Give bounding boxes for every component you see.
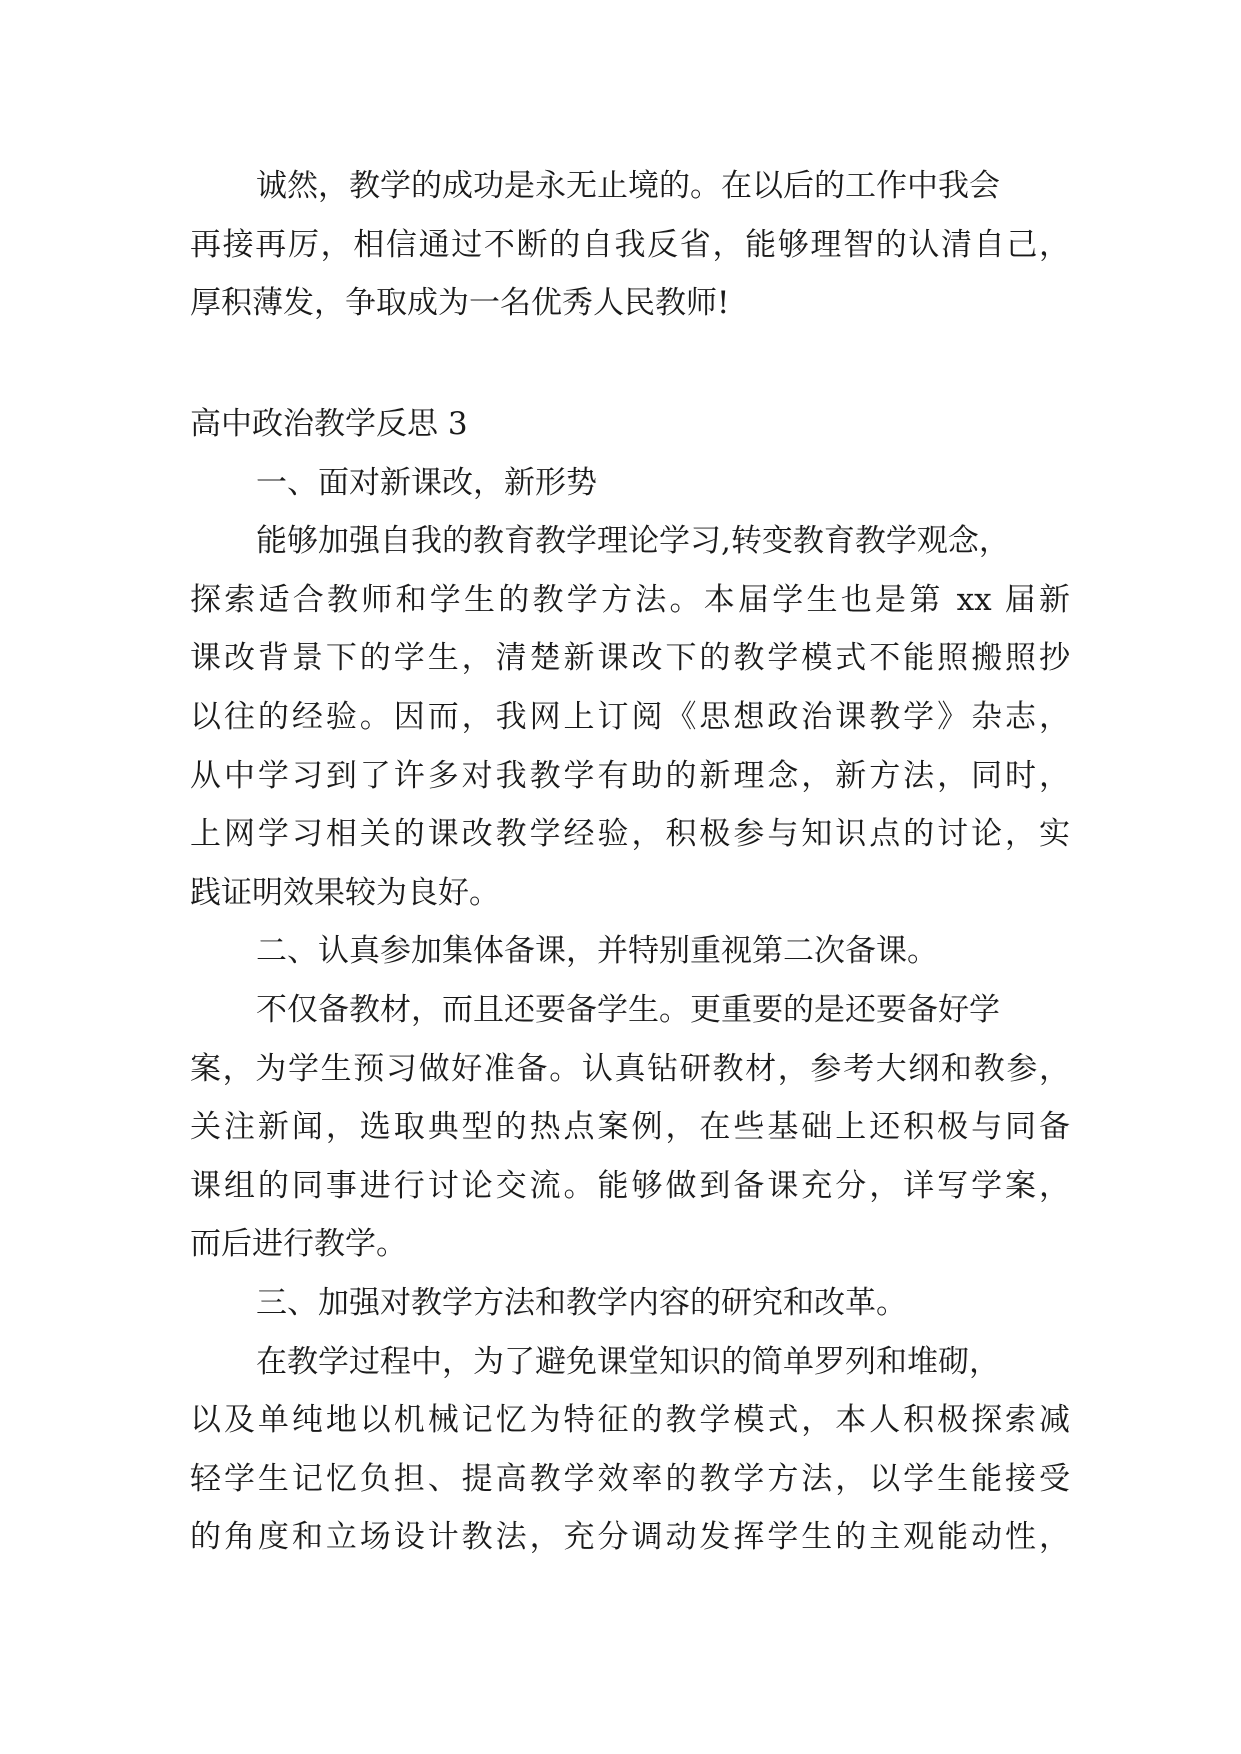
paragraph-1-line-1: 能够加强自我的教育教学理论学习,转变教育教学观念， [256,523,1010,560]
paragraph-3-line-1: 在教学过程中，为了避免课堂知识的简单罗列和堆砌， [256,1343,1000,1380]
intro-line-3: 厚积薄发，争取成为一名优秀人民教师! [190,285,730,322]
paragraph-1-line-7: 践证明效果较为良好。 [190,874,500,911]
paragraph-1-line-4: 以往的经验。因而，我网上订阅《思想政治课教学》杂志， [190,698,1070,735]
paragraph-1-line-2: 探索适合教师和学生的教学方法。本届学生也是第 xx 届新 [190,581,1070,618]
paragraph-2-line-2: 案，为学生预习做好准备。认真钻研教材，参考大纲和教参， [190,1050,1070,1087]
heading-3: 三、加强对教学方法和教学内容的研究和改革。 [256,1284,907,1321]
paragraph-1-line-3: 课改背景下的学生，清楚新课改下的教学模式不能照搬照抄 [190,640,1070,677]
heading-1: 一、面对新课改，新形势 [256,464,597,501]
paragraph-1-line-6: 上网学习相关的课改教学经验，积极参与知识点的讨论，实 [190,816,1070,853]
paragraph-3-line-4: 的角度和立场设计教法，充分调动发挥学生的主观能动性， [190,1519,1070,1556]
paragraph-1-line-5: 从中学习到了许多对我教学有助的新理念，新方法，同时， [190,757,1070,794]
paragraph-3-line-3: 轻学生记忆负担、提高教学效率的教学方法，以学生能接受 [190,1460,1070,1497]
paragraph-2-line-3: 关注新闻，选取典型的热点案例，在些基础上还积极与同备 [190,1109,1070,1146]
intro-line-2: 再接再厉，相信通过不断的自我反省，能够理智的认清自己， [190,226,1070,263]
paragraph-2-line-1: 不仅备教材，而且还要备学生。更重要的是还要备好学 [256,991,1000,1028]
section-3 [190,395,1070,1567]
intro-line-1: 诚然，教学的成功是永无止境的。在以后的工作中我会 [256,168,1000,204]
heading-2: 二、认真参加集体备课，并特别重视第二次备课。 [256,933,938,970]
paragraph-2-line-5: 而后进行教学。 [190,1226,407,1263]
section-title: 高中政治教学反思 3 [190,406,468,442]
intro-paragraph [190,157,1070,333]
paragraph-2-line-4: 课组的同事进行讨论交流。能够做到备课充分，详写学案， [190,1167,1070,1204]
paragraph-3-line-2: 以及单纯地以机械记忆为特征的教学模式，本人积极探索减 [190,1402,1070,1439]
